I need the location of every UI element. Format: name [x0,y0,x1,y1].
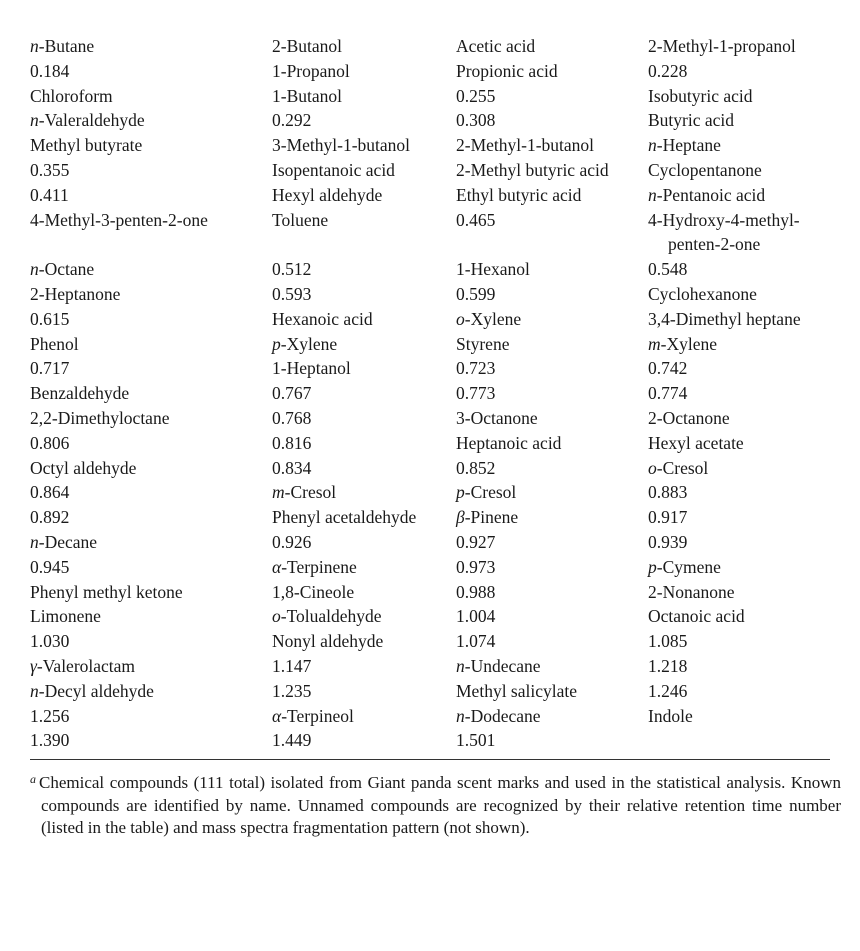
table-cell: n-Pentanoic acid [648,184,766,205]
table-cell: α-Terpineol [272,705,354,726]
table-cell: 1-Propanol [272,60,350,81]
table-row [30,654,830,679]
table-cell: n-Dodecane [456,705,541,726]
table-cell: Isobutyric acid [648,85,753,106]
table-cell: Hexyl acetate [648,432,744,453]
table-row [30,356,830,381]
table-cell: 0.864 [30,482,70,503]
table-cell: 0.768 [272,407,312,428]
table-row [30,108,830,133]
table-row [30,728,830,753]
table-cell: Butyric acid [648,110,735,131]
table-cell: 4-Methyl-3-penten-2-one [30,209,208,230]
table-cell: o-Tolualdehyde [272,606,382,627]
table-cell: 0.465 [456,209,496,230]
table-row [30,381,830,406]
table-cell: 0.988 [456,581,496,602]
table-cell: 0.717 [30,358,70,379]
table-cell: 0.816 [272,432,312,453]
table-cell: 1-Butanol [272,85,342,106]
table-cell: Octanoic acid [648,606,745,627]
table-cell: n-Heptane [648,135,721,156]
table-cell: 1.030 [30,631,70,652]
footnote-text: Chemical compounds (111 total) isolated from Giant panda scent marks and used in the statistical analysis. Known compounds are identified by name. Unnamed compounds are recognized by their relative retention time number (listed in the table) and mass spectra fragmentation pattern (not shown). [39,773,841,837]
table-row [30,406,830,431]
table-cell: 1.235 [272,680,312,701]
table-cell: Styrene [456,333,510,354]
table-cell: 3-Methyl-1-butanol [272,135,411,156]
table-row [30,133,830,158]
table-cell: Hexyl aldehyde [272,184,383,205]
table-cell: m-Cresol [272,482,337,503]
table-cell: Indole [648,705,693,726]
table-cell: 1-Heptanol [272,358,351,379]
table-cell: α-Terpinene [272,556,357,577]
table-cell: 0.742 [648,358,688,379]
table-cell: 0.292 [272,110,312,131]
table-cell: 1.449 [272,730,312,751]
table-cell: 3-Octanone [456,407,538,428]
table-cell [648,208,800,258]
table-cell: 3,4-Dimethyl heptane [648,308,801,329]
table-cell: Nonyl aldehyde [272,631,384,652]
table-cell: Phenyl acetaldehyde [272,507,417,528]
table-cell: 2-Methyl butyric acid [456,159,609,180]
table-cell: 0.883 [648,482,688,503]
table-cell: Benzaldehyde [30,383,130,404]
table-cell: 0.917 [648,507,688,528]
table-cell: Chloroform [30,85,113,106]
table-cell: 1.147 [272,655,312,676]
table-row [30,332,830,357]
table-cell: 0.973 [456,556,496,577]
table-row [30,480,830,505]
table-footnote [30,768,841,840]
table-cell: 2-Methyl-1-propanol [648,36,796,56]
table-cell: 1.390 [30,730,70,751]
table-row [30,704,830,729]
table-cell: 1.085 [648,631,688,652]
table-row [30,629,830,654]
table-cell: 0.548 [648,259,688,280]
table-cell: Ethyl butyric acid [456,184,582,205]
table-cell: 0.806 [30,432,70,453]
table-cell: Limonene [30,606,101,627]
table-cell: 2-Heptanone [30,283,121,304]
table-cell: Methyl butyrate [30,135,143,156]
table-cell: Isopentanoic acid [272,159,395,180]
table-row [30,34,830,59]
table-cell: 2-Methyl-1-butanol [456,135,595,156]
table-cell: p-Xylene [272,333,338,354]
table-row [30,282,830,307]
table-cell: p-Cymene [648,556,721,577]
table-row [30,158,830,183]
table-row [30,679,830,704]
table-cell: 0.773 [456,383,496,404]
table-cell: 0.834 [272,457,312,478]
table-cell: 0.184 [30,60,70,81]
table-cell: Heptanoic acid [456,432,562,453]
table-cell: o-Xylene [456,308,522,329]
table-cell: 0.599 [456,283,496,304]
table-row [30,84,830,109]
table-row [30,456,830,481]
table-cell: p-Cresol [456,482,517,503]
footnote-marker: a [30,772,36,786]
table-cell: 1.074 [456,631,496,652]
table-cell: 1.246 [648,680,688,701]
table-cell: γ-Valerolactam [30,655,136,676]
table-row [30,604,830,629]
table-cell-line: penten-2-one [668,234,761,255]
table-cell: 0.411 [30,184,69,205]
table-row [30,257,830,282]
table-cell: 0.926 [272,531,312,552]
table-cell: 1.004 [456,606,496,627]
table-cell: 0.593 [272,283,312,304]
table-cell: 0.512 [272,259,312,280]
table-row [30,555,830,580]
table-row [30,183,830,208]
table-cell: n-Decane [30,531,98,552]
table-row [30,580,830,605]
table-cell: o-Cresol [648,457,709,478]
table-cell: 0.927 [456,531,496,552]
table-cell: Toluene [272,209,329,230]
compound-table [30,34,830,753]
table-bottom-rule [30,759,830,760]
table-cell: 0.774 [648,383,688,404]
table-cell: Methyl salicylate [456,680,578,701]
table-cell: Hexanoic acid [272,308,373,329]
table-cell: 0.228 [648,60,688,81]
table-row [30,431,830,456]
table-cell: 0.355 [30,159,70,180]
table-cell: 0.255 [456,85,496,106]
table-cell: 2,2-Dimethyloctane [30,407,170,428]
table-cell: Cyclohexanone [648,283,757,304]
table-cell: n-Decyl aldehyde [30,680,154,701]
table-cell: 2-Octanone [648,407,730,428]
table-cell: 0.767 [272,383,312,404]
table-row [30,505,830,530]
table-cell: 1.218 [648,655,688,676]
table-cell: 2-Butanol [272,36,342,56]
table-cell: Phenyl methyl ketone [30,581,183,602]
table-cell: 0.939 [648,531,688,552]
table-cell: 1.256 [30,705,70,726]
table-row [30,59,830,84]
table-cell: 1.501 [456,730,496,751]
table-cell: 0.615 [30,308,70,329]
table-cell: 0.308 [456,110,496,131]
table-cell: 2-Nonanone [648,581,735,602]
table-cell: n-Valeraldehyde [30,110,145,131]
table-cell: β-Pinene [456,507,519,528]
table-cell: n-Butane [30,36,95,56]
table-cell: 0.723 [456,358,496,379]
table-cell: n-Octane [30,259,95,280]
table-cell: Octyl aldehyde [30,457,137,478]
table-cell-line: 4-Hydroxy-4-methyl- [648,209,800,230]
table-cell: Cyclopentanone [648,159,762,180]
table-cell: Phenol [30,333,79,354]
table-cell: 0.852 [456,457,496,478]
table-cell: m-Xylene [648,333,718,354]
table-cell: 0.892 [30,507,70,528]
table-cell: 1,8-Cineole [272,581,355,602]
table-row [30,307,830,332]
table-row [30,208,830,258]
table-cell: Acetic acid [456,36,536,56]
table-cell: 0.945 [30,556,70,577]
table-cell: n-Undecane [456,655,541,676]
table-cell: 1-Hexanol [456,259,530,280]
table-cell: Propionic acid [456,60,558,81]
table-row [30,530,830,555]
